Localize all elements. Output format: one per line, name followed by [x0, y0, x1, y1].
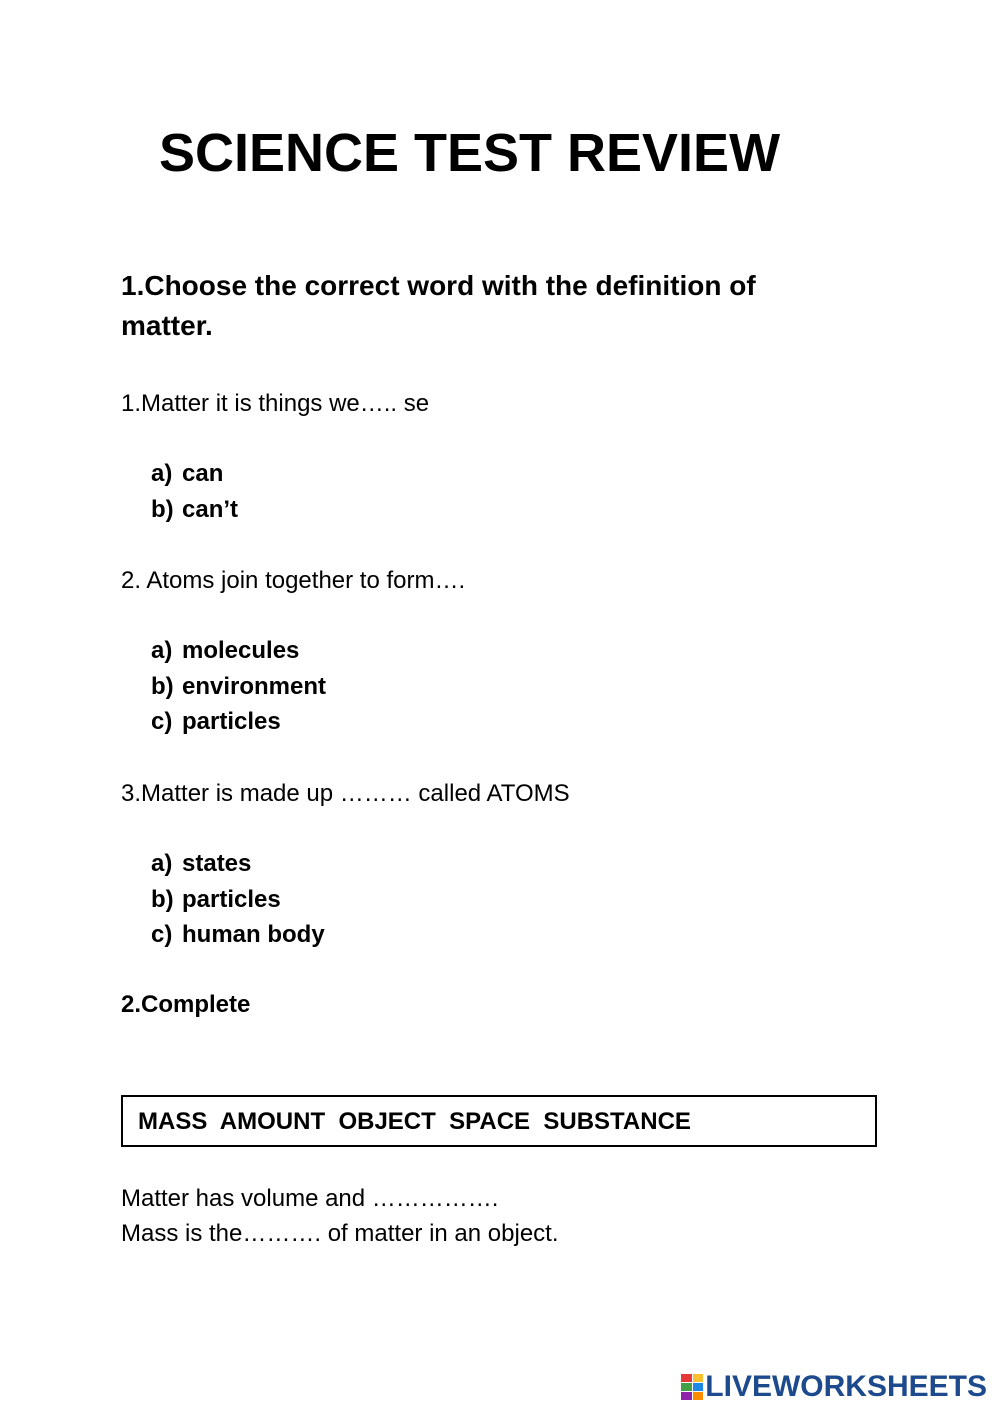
- option-letter: c): [151, 921, 173, 948]
- logo-block: [681, 1383, 692, 1391]
- question-1-text: 1.Matter it is things we….. se: [121, 390, 430, 417]
- liveworksheets-logo-icon: [681, 1374, 703, 1400]
- option-item[interactable]: [151, 456, 238, 492]
- option-item[interactable]: [151, 846, 325, 882]
- liveworksheets-brand[interactable]: [681, 1370, 987, 1404]
- logo-block: [693, 1392, 704, 1400]
- section-1-heading: 1.Choose the correct word with the definition of matter.: [121, 270, 756, 341]
- fill-in-sentence-2[interactable]: Mass is the………. of matter in an object.: [121, 1220, 559, 1247]
- option-text: can’t: [182, 495, 239, 523]
- logo-block: [693, 1383, 704, 1391]
- logo-block: [681, 1374, 692, 1382]
- option-text: particles: [182, 708, 281, 735]
- section-2-heading: 2.Complete: [121, 991, 251, 1018]
- option-text: can: [182, 460, 224, 487]
- option-item[interactable]: [151, 669, 326, 705]
- question-1-options: [151, 456, 238, 527]
- option-letter: b): [151, 495, 174, 523]
- word-bank-text: MASS AMOUNT OBJECT SPACE SUBSTANCE: [138, 1108, 691, 1135]
- option-letter: a): [151, 637, 173, 664]
- option-letter: b): [151, 885, 174, 913]
- option-item[interactable]: [151, 882, 325, 918]
- page-title: SCIENCE TEST REVIEW: [158, 123, 781, 183]
- option-item[interactable]: [151, 917, 325, 953]
- option-text: states: [182, 850, 252, 877]
- question-3-text: 3.Matter is made up ……… called ATOMS: [121, 780, 570, 807]
- option-item[interactable]: [151, 704, 326, 740]
- logo-block: [681, 1392, 692, 1400]
- option-item[interactable]: [151, 633, 326, 669]
- option-item[interactable]: [151, 492, 238, 528]
- word-bank-box: [121, 1095, 877, 1147]
- option-letter: b): [151, 672, 174, 700]
- option-letter: c): [151, 708, 173, 735]
- question-2-text: 2. Atoms join together to form….: [121, 567, 466, 594]
- question-2-options: [151, 633, 326, 740]
- option-text: environment: [182, 672, 327, 700]
- fill-in-sentence-1[interactable]: Matter has volume and …………….: [121, 1185, 499, 1212]
- question-3-options: [151, 846, 325, 953]
- option-text: molecules: [182, 637, 300, 664]
- option-letter: a): [151, 460, 173, 487]
- option-text: particles: [182, 885, 281, 913]
- brand-name: LIVEWORKSHEETS: [705, 1370, 987, 1403]
- option-text: human body: [182, 921, 325, 948]
- option-letter: a): [151, 850, 173, 877]
- logo-block: [693, 1374, 704, 1382]
